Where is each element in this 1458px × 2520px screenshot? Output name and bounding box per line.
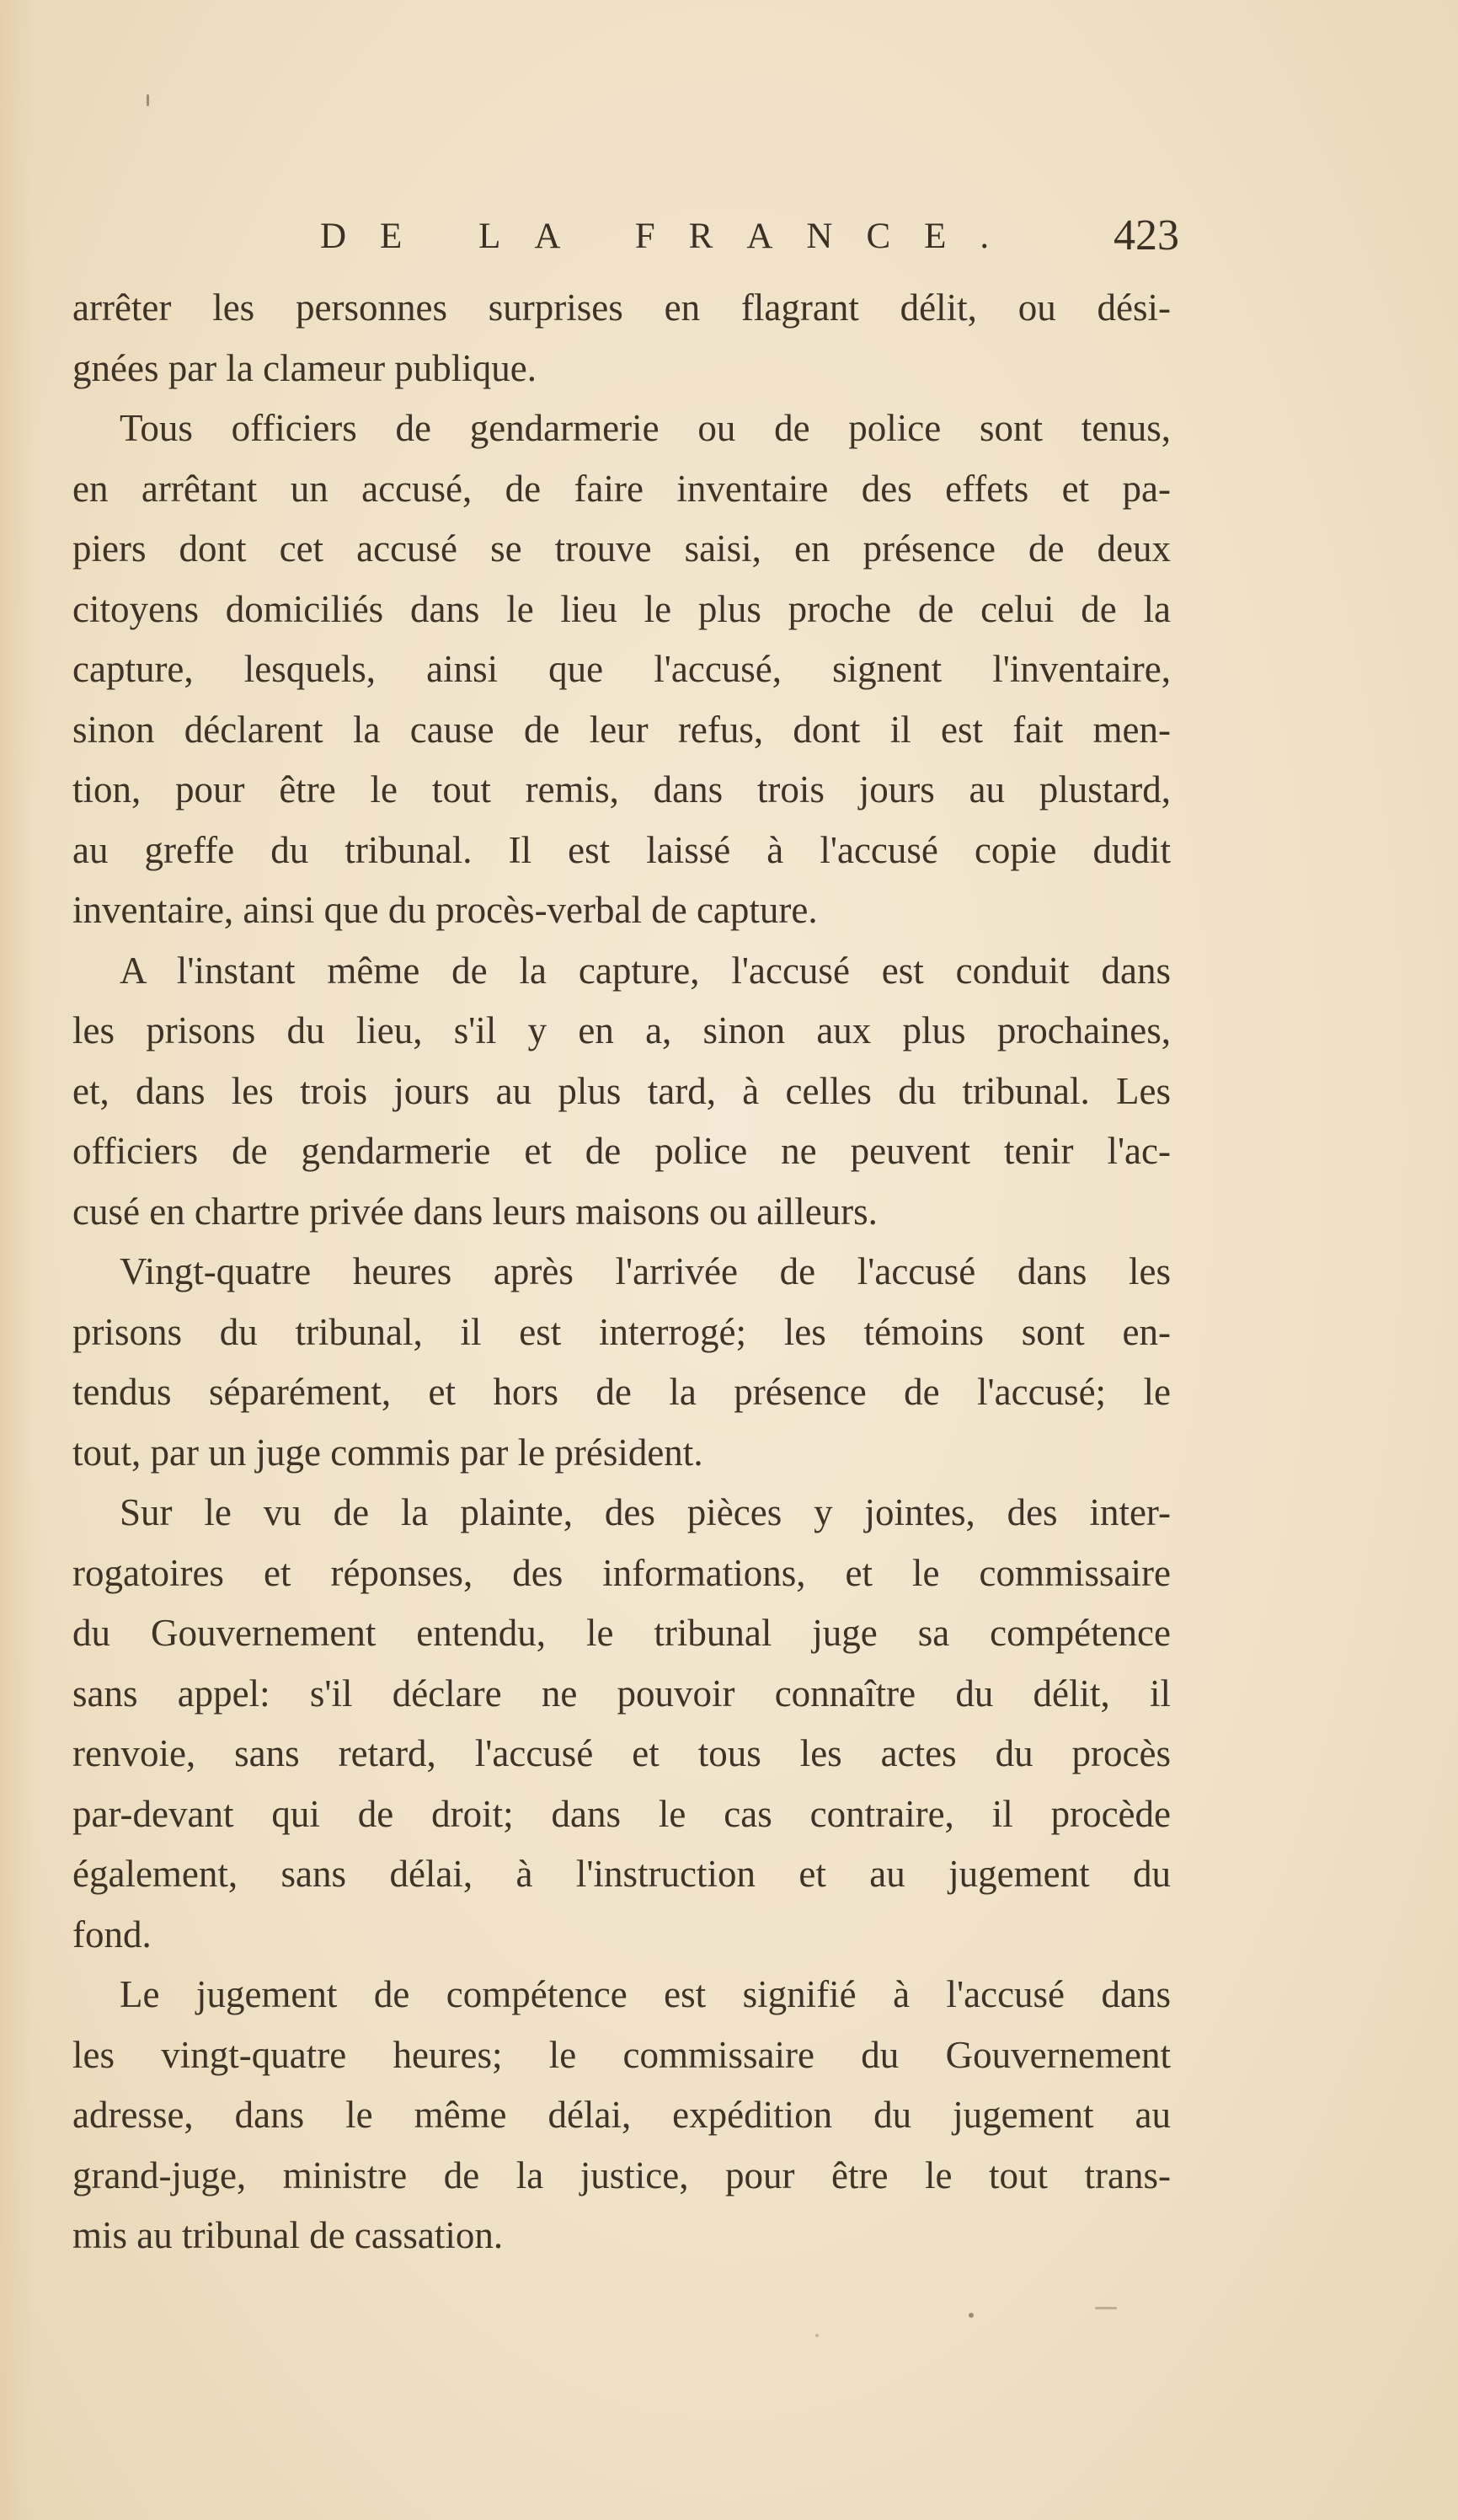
text-line: en arrêtant un accusé, de faire inventaire des effets et pa- [72,467,1171,510]
text-line: mis au tribunal de cassation. [72,2214,504,2256]
text-line: piers dont cet accusé se trouve saisi, en présence de deux [72,527,1171,570]
text-line: par-devant qui de droit; dans le cas contraire, il procède [72,1792,1171,1835]
text-line: renvoie, sans retard, l'accusé et tous les actes du procès [72,1732,1171,1774]
text-line: du Gouvernement entendu, le tribunal juge sa compétence [72,1612,1171,1654]
running-title: DE LA FRANCE. [320,217,1023,256]
text-line: les vingt-quatre heures; le commissaire du Gouvernement [72,2033,1171,2076]
text-line: cusé en chartre privée dans leurs maisons ou ailleurs. [72,1190,878,1233]
text-line: également, sans délai, à l'instruction et au jugement du [72,1853,1171,1895]
paper-speck [147,94,149,106]
text-line: les prisons du lieu, s'il y en a, sinon aux plus prochaines, [72,1009,1171,1051]
page-header [320,202,1179,270]
text-line: Sur le vu de la plainte, des pièces y jointes, des inter- [120,1491,1171,1533]
text-line: fond. [72,1913,152,1956]
text-line: tout, par un juge commis par le président. [72,1431,703,1474]
paper-speck [969,2313,974,2318]
text-line: sinon déclarent la cause de leur refus, dont il est fait men- [72,708,1171,751]
text-line: rogatoires et réponses, des informations, et le commissaire [72,1551,1171,1594]
text-line: prisons du tribunal, il est interrogé; les témoins sont en- [72,1310,1171,1353]
text-line: sans appel: s'il déclare ne pouvoir connaître du délit, il [72,1672,1171,1715]
page-number: 423 [1114,211,1179,259]
text-line: et, dans les trois jours au plus tard, à celles du tribunal. Les [72,1069,1171,1112]
text-line: inventaire, ainsi que du procès-verbal de capture. [72,889,818,931]
text-line: capture, lesquels, ainsi que l'accusé, signent l'inventaire, [72,648,1171,690]
text-line: Vingt-quatre heures après l'arrivée de l'accusé dans les [120,1250,1171,1292]
text-line: tendus séparément, et hors de la présence de l'accusé; le [72,1371,1171,1413]
text-line: grand-juge, ministre de la justice, pour être le tout trans- [72,2154,1171,2196]
text-line: A l'instant même de la capture, l'accusé est conduit dans [120,949,1171,992]
paper-speck [1095,2307,1117,2309]
text-line: arrêter les personnes surprises en flagrant délit, ou dési- [72,286,1171,329]
text-line: Tous officiers de gendarmerie ou de police sont tenus, [120,407,1171,449]
page-edge-shading [0,0,34,2520]
text-line: officiers de gendarmerie et de police ne peuvent tenir l'ac- [72,1130,1171,1172]
text-line: gnées par la clameur publique. [72,346,537,389]
text-line: tion, pour être le tout remis, dans trois jours au plustard, [72,768,1171,811]
text-line: Le jugement de compétence est signifié à l'accusé dans [120,1973,1171,2015]
body-text [72,278,1171,2266]
text-line: citoyens domiciliés dans le lieu le plus proche de celui de la [72,587,1171,630]
paper-speck [815,2334,819,2337]
text-line: au greffe du tribunal. Il est laissé à l'accusé copie dudit [72,828,1171,871]
text-line: adresse, dans le même délai, expédition du jugement au [72,2094,1171,2136]
